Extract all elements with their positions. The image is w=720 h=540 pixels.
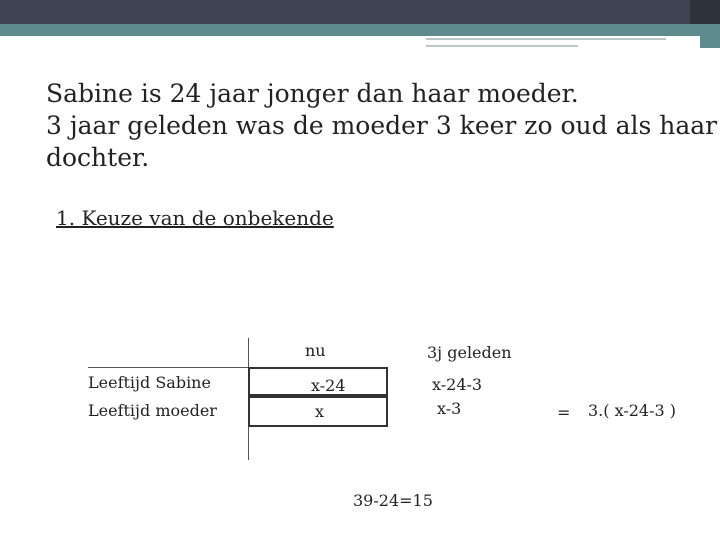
accent-band <box>0 24 720 36</box>
problem-line-3: dochter. <box>46 143 150 172</box>
table-header-past: 3j geleden <box>427 343 512 362</box>
accent-line-2 <box>426 45 578 47</box>
accent-band-corner <box>700 24 720 48</box>
row-label-sabine: Leeftijd Sabine <box>88 373 211 392</box>
header-bar-dark-corner <box>690 0 720 24</box>
cell-moeder-past: x-3 <box>437 399 462 418</box>
problem-text <box>46 78 718 174</box>
problem-line-1: Sabine is 24 jaar jonger dan haar moeder. <box>46 79 579 108</box>
accent-line-1 <box>426 38 666 40</box>
cell-sabine-now: x-24 <box>311 376 346 395</box>
row-label-moeder: Leeftijd moeder <box>88 401 217 420</box>
equation-equals: = <box>557 403 571 422</box>
equation-rhs: 3.( x-24-3 ) <box>588 401 677 420</box>
header-bar <box>0 0 720 24</box>
step-heading: 1. Keuze van de onbekende <box>56 206 334 230</box>
table-header-now: nu <box>305 341 326 360</box>
problem-line-2: 3 jaar geleden was de moeder 3 keer zo oud als haar <box>46 111 718 140</box>
answer-text: 39-24=15 <box>353 491 433 510</box>
cell-sabine-past: x-24-3 <box>432 375 483 394</box>
cell-moeder-now: x <box>315 402 325 421</box>
